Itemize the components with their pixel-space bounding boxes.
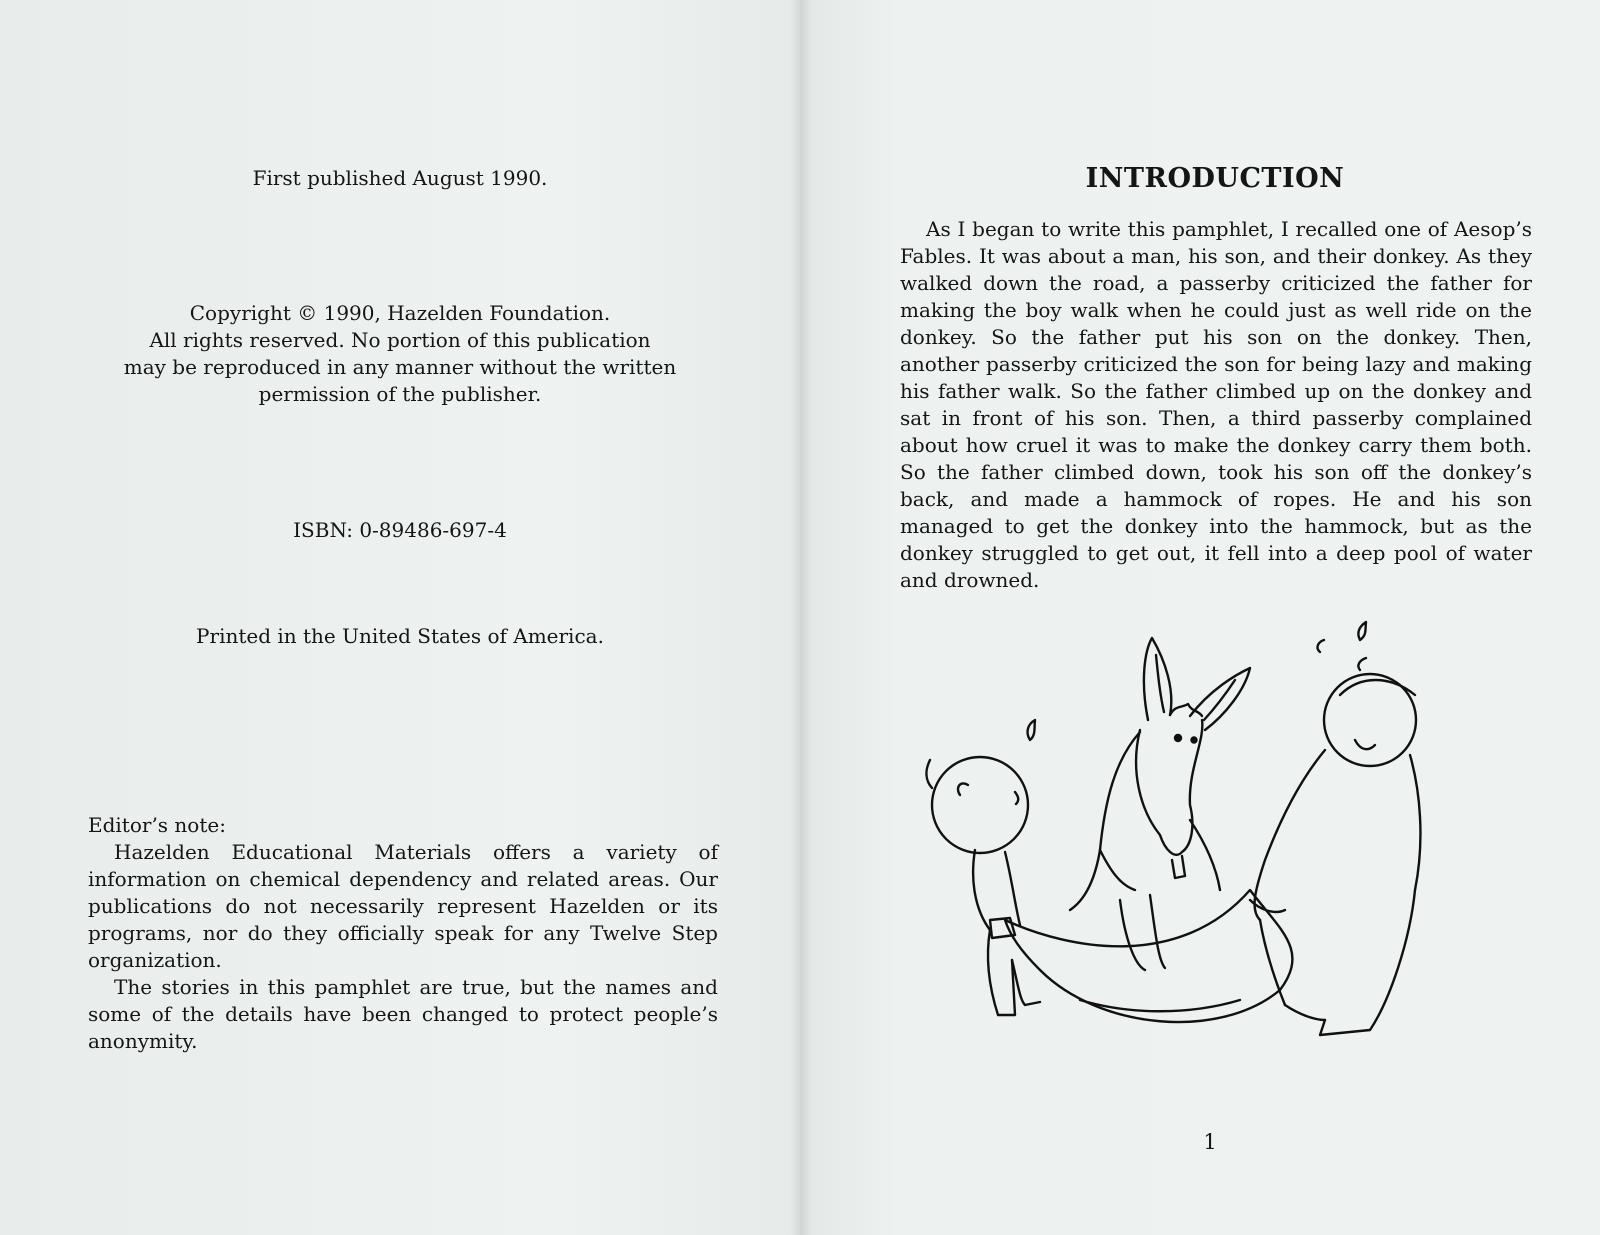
copyright-block (0, 300, 800, 408)
donkey-hammock-illustration (920, 620, 1440, 1060)
permission-line: permission of the publisher. (258, 382, 542, 406)
rights-line: All rights reserved. No portion of this publication (149, 328, 651, 352)
editor-note (88, 812, 718, 1055)
printed-in-line: Printed in the United States of America. (196, 624, 604, 648)
page-number: 1 (1203, 1130, 1217, 1154)
introduction-title: INTRODUCTION (1085, 163, 1345, 194)
book-gutter (790, 0, 812, 1235)
first-published-line: First published August 1990. (252, 166, 548, 190)
introduction-body: As I began to write this pamphlet, I recalled one of Aesop’s Fables. It was about a man, his son, and their donkey. As they walked down the road, a passerby criticized the father for making the boy walk when he could just as well ride on the donkey. So the father put his son on the donkey. Then, another passerby criticized the son for being lazy and making his father walk. So the father climbed up on the donkey and sat in front of his son. Then, a third passerby complained about how cruel it was to make the donkey carry them both. So the father climbed down, took his son off the donkey’s back, and made a hammock of ropes. He and his son managed to get the donkey into the hammock, but as the donkey struggled to get out, it fell into a deep pool of water and drowned. (900, 217, 1532, 592)
copyright-line: Copyright © 1990, Hazelden Foundation. (189, 301, 611, 325)
editor-note-paragraph-2: The stories in this pamphlet are true, but the names and some of the details have been changed to protect people’s anonymity. (88, 975, 718, 1053)
isbn-line: ISBN: 0-89486-697-4 (293, 518, 507, 542)
editor-note-heading: Editor’s note: (88, 813, 226, 837)
reproduction-line: may be reproduced in any manner without the written (123, 355, 677, 379)
editor-note-paragraph-1: Hazelden Educational Materials offers a variety of information on chemical dependency and related areas. Our publications do not necessarily represent Hazelden or its programs, nor do they officially speak for any Twelve Step organization. (88, 840, 718, 972)
